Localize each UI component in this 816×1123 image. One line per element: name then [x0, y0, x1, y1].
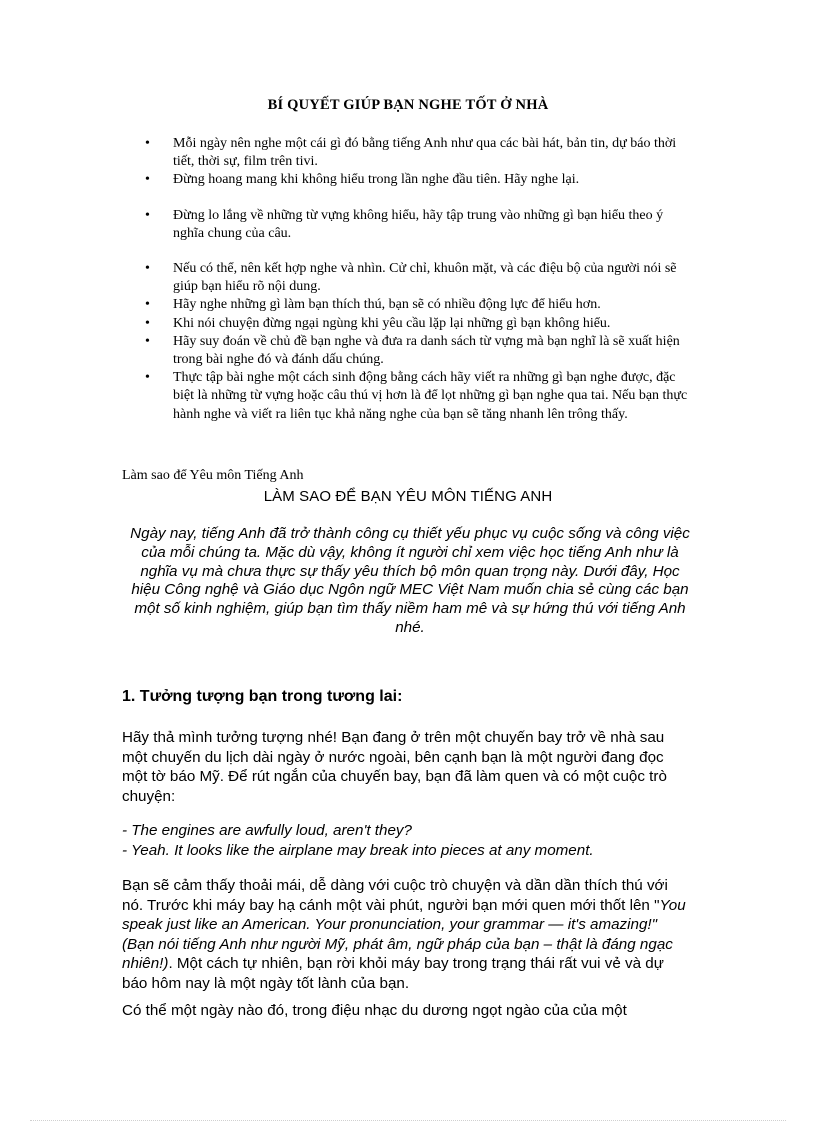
list-item: • Đừng lo lắng về những từ vựng không hiểu, hãy tập trung vào những gì bạn hiểu theo ý nghĩa chung của câu.	[142, 207, 690, 243]
section-heading: 1. Tưởng tượng bạn trong tương lai:	[122, 688, 403, 705]
list-item: • Nếu có thể, nên kết hợp nghe và nhìn. Cử chỉ, khuôn mặt, và các điệu bộ của người nói sẽ giúp bạn hiểu rõ nội dung.	[142, 260, 690, 296]
paragraph-1: Hãy thả mình tưởng tượng nhé! Bạn đang ở trên một chuyến bay trở về nhà sau một chuyến du lịch dài ngày ở nước ngoài, bên cạnh bạn là một người đang đọc một tờ báo Mỹ. Để rút ngắn của chuyến bay, bạn đã làm quen và có một cuộc trò chuyện:	[122, 729, 667, 805]
section-title: LÀM SAO ĐỂ BẠN YÊU MÔN TIẾNG ANH	[263, 488, 553, 505]
dialog-line: - Yeah. It looks like the airplane may break into pieces at any moment.	[122, 841, 594, 859]
paragraph-2-start: Bạn sẽ cảm thấy thoải mái, dễ dàng với cuộc trò chuyện và dần dần thích thú với nó. Trước khi máy bay hạ cánh một vài phút, người bạn mới quen mới thốt lên "	[122, 877, 668, 914]
list-item: • Khi nói chuyện đừng ngại ngùng khi yêu cầu lặp lại những gì bạn không hiểu.	[142, 315, 690, 333]
paragraph-2-end: . Một cách tự nhiên, bạn rời khỏi máy bay trong trạng thái rất vui vẻ và dự báo hôm nay là một ngày tốt lành của bạn.	[122, 955, 664, 992]
subheading-line: Làm sao để Yêu môn Tiếng Anh	[122, 468, 304, 483]
list-item: • Đừng hoang mang khi không hiểu trong lần nghe đầu tiên. Hãy nghe lại.	[142, 171, 690, 189]
list-item: • Mỗi ngày nên nghe một cái gì đó bằng tiếng Anh như qua các bài hát, bản tin, dự báo thời tiết, thời sự, film trên tivi.	[142, 135, 690, 171]
dialog-line: - The engines are awfully loud, aren't they?	[122, 822, 412, 839]
list-item: • Hãy nghe những gì làm bạn thích thú, bạn sẽ có nhiều động lực để hiểu hơn.	[142, 296, 690, 314]
paragraph-2	[122, 876, 688, 994]
page-border	[30, 1120, 786, 1121]
paragraph-2-quote: You speak just like an American. Your pronunciation, your grammar — it's amazing!" (Bạn nói tiếng Anh như người Mỹ, phát âm, ngữ pháp của bạn – thật là đáng ngạc nhiên!)	[122, 896, 686, 973]
tips-list	[142, 135, 690, 424]
list-item: • Hãy suy đoán về chủ đề bạn nghe và đưa ra danh sách từ vựng mà bạn nghĩ là sẽ xuất hiện trong bài nghe đó và đánh dấu chúng.	[142, 333, 690, 369]
page-title: BÍ QUYẾT GIÚP BẠN NGHE TỐT Ở NHÀ	[267, 97, 549, 113]
list-item: • Thực tập bài nghe một cách sinh động bằng cách hãy viết ra những gì bạn nghe được, đặc biệt là những từ vựng hoặc câu thú vị hơn là để lọt những gì bạn nghe qua tai. Nếu bạn thực hành nghe và viết ra liên tục khả năng nghe của bạn sẽ tăng nhanh lên trông thấy.	[142, 369, 690, 424]
paragraph-3: Có thể một ngày nào đó, trong điệu nhạc du dương ngọt ngào của của một	[122, 1002, 627, 1019]
dialog-block	[122, 821, 688, 860]
intro-paragraph: Ngày nay, tiếng Anh đã trở thành công cụ thiết yếu phục vụ cuộc sống và công việc của mỗi chúng ta. Mặc dù vậy, không ít người chỉ xem việc học tiếng Anh như là nghĩa vụ mà chưa thực sự thấy yêu thích bộ môn quan trọng này. Dưới đây, Học hiệu Công nghệ và Giáo dục Ngôn ngữ MEC Việt Nam muốn chia sẻ cùng các bạn một số kinh nghiệm, giúp bạn tìm thấy niềm ham mê và sự hứng thú với tiếng Anh nhé.	[130, 525, 690, 636]
